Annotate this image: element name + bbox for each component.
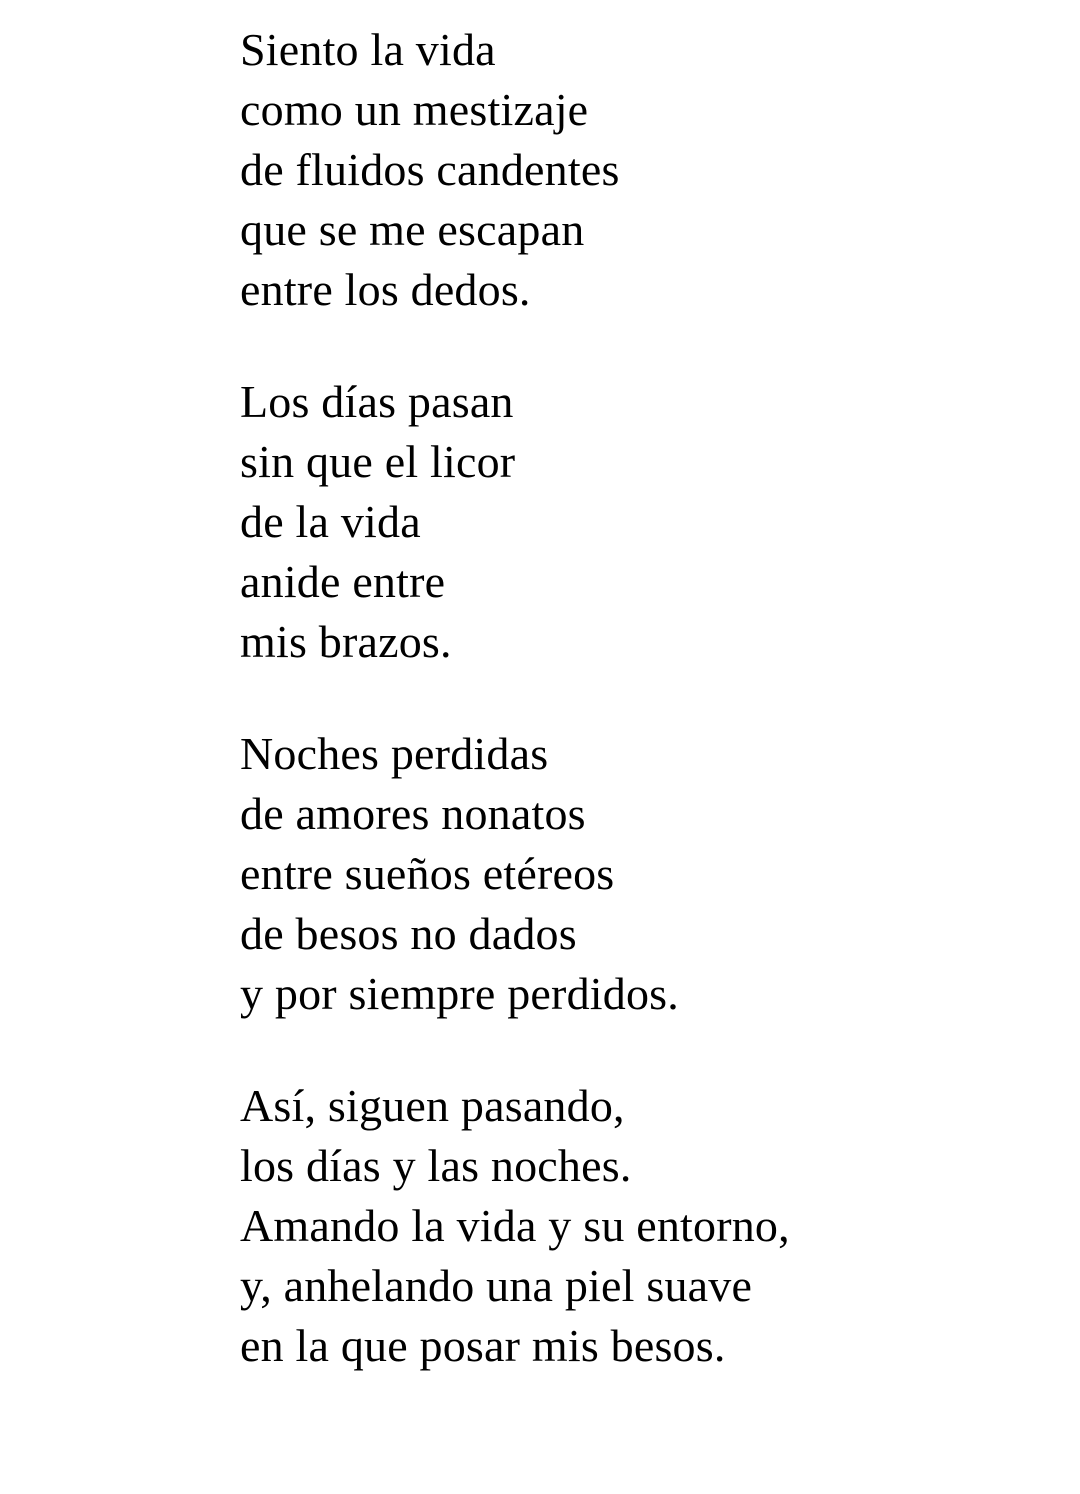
poem-line: sin que el licor [240, 436, 516, 487]
poem-line: Noches perdidas [240, 728, 549, 779]
poem-line: entre los dedos. [240, 264, 531, 315]
poem-line: en la que posar mis besos. [240, 1320, 726, 1371]
poem-line: Así, siguen pasando, [240, 1080, 625, 1131]
poem-line: como un mestizaje [240, 84, 589, 135]
poem-line: de fluidos candentes [240, 144, 620, 195]
poem-stanza-2 [240, 372, 1040, 672]
poem-line: y, anhelando una piel suave [240, 1260, 753, 1311]
poem-line: los días y las noches. [240, 1140, 632, 1191]
poem-stanza-1 [240, 20, 1040, 320]
poem-line: entre sueños etéreos [240, 848, 615, 899]
poem-stanza-3 [240, 724, 1040, 1024]
poem-line: mis brazos. [240, 616, 452, 667]
poem-line: que se me escapan [240, 204, 585, 255]
poem-stanza-4 [240, 1076, 1040, 1376]
poem-line: de besos no dados [240, 908, 577, 959]
poem-line: y por siempre perdidos. [240, 968, 679, 1019]
poem-line: anide entre [240, 556, 446, 607]
poem-line: de amores nonatos [240, 788, 586, 839]
poem-line: Los días pasan [240, 376, 514, 427]
poem-line: Siento la vida [240, 24, 496, 75]
poem-line: de la vida [240, 496, 421, 547]
poem-line: Amando la vida y su entorno, [240, 1200, 790, 1251]
